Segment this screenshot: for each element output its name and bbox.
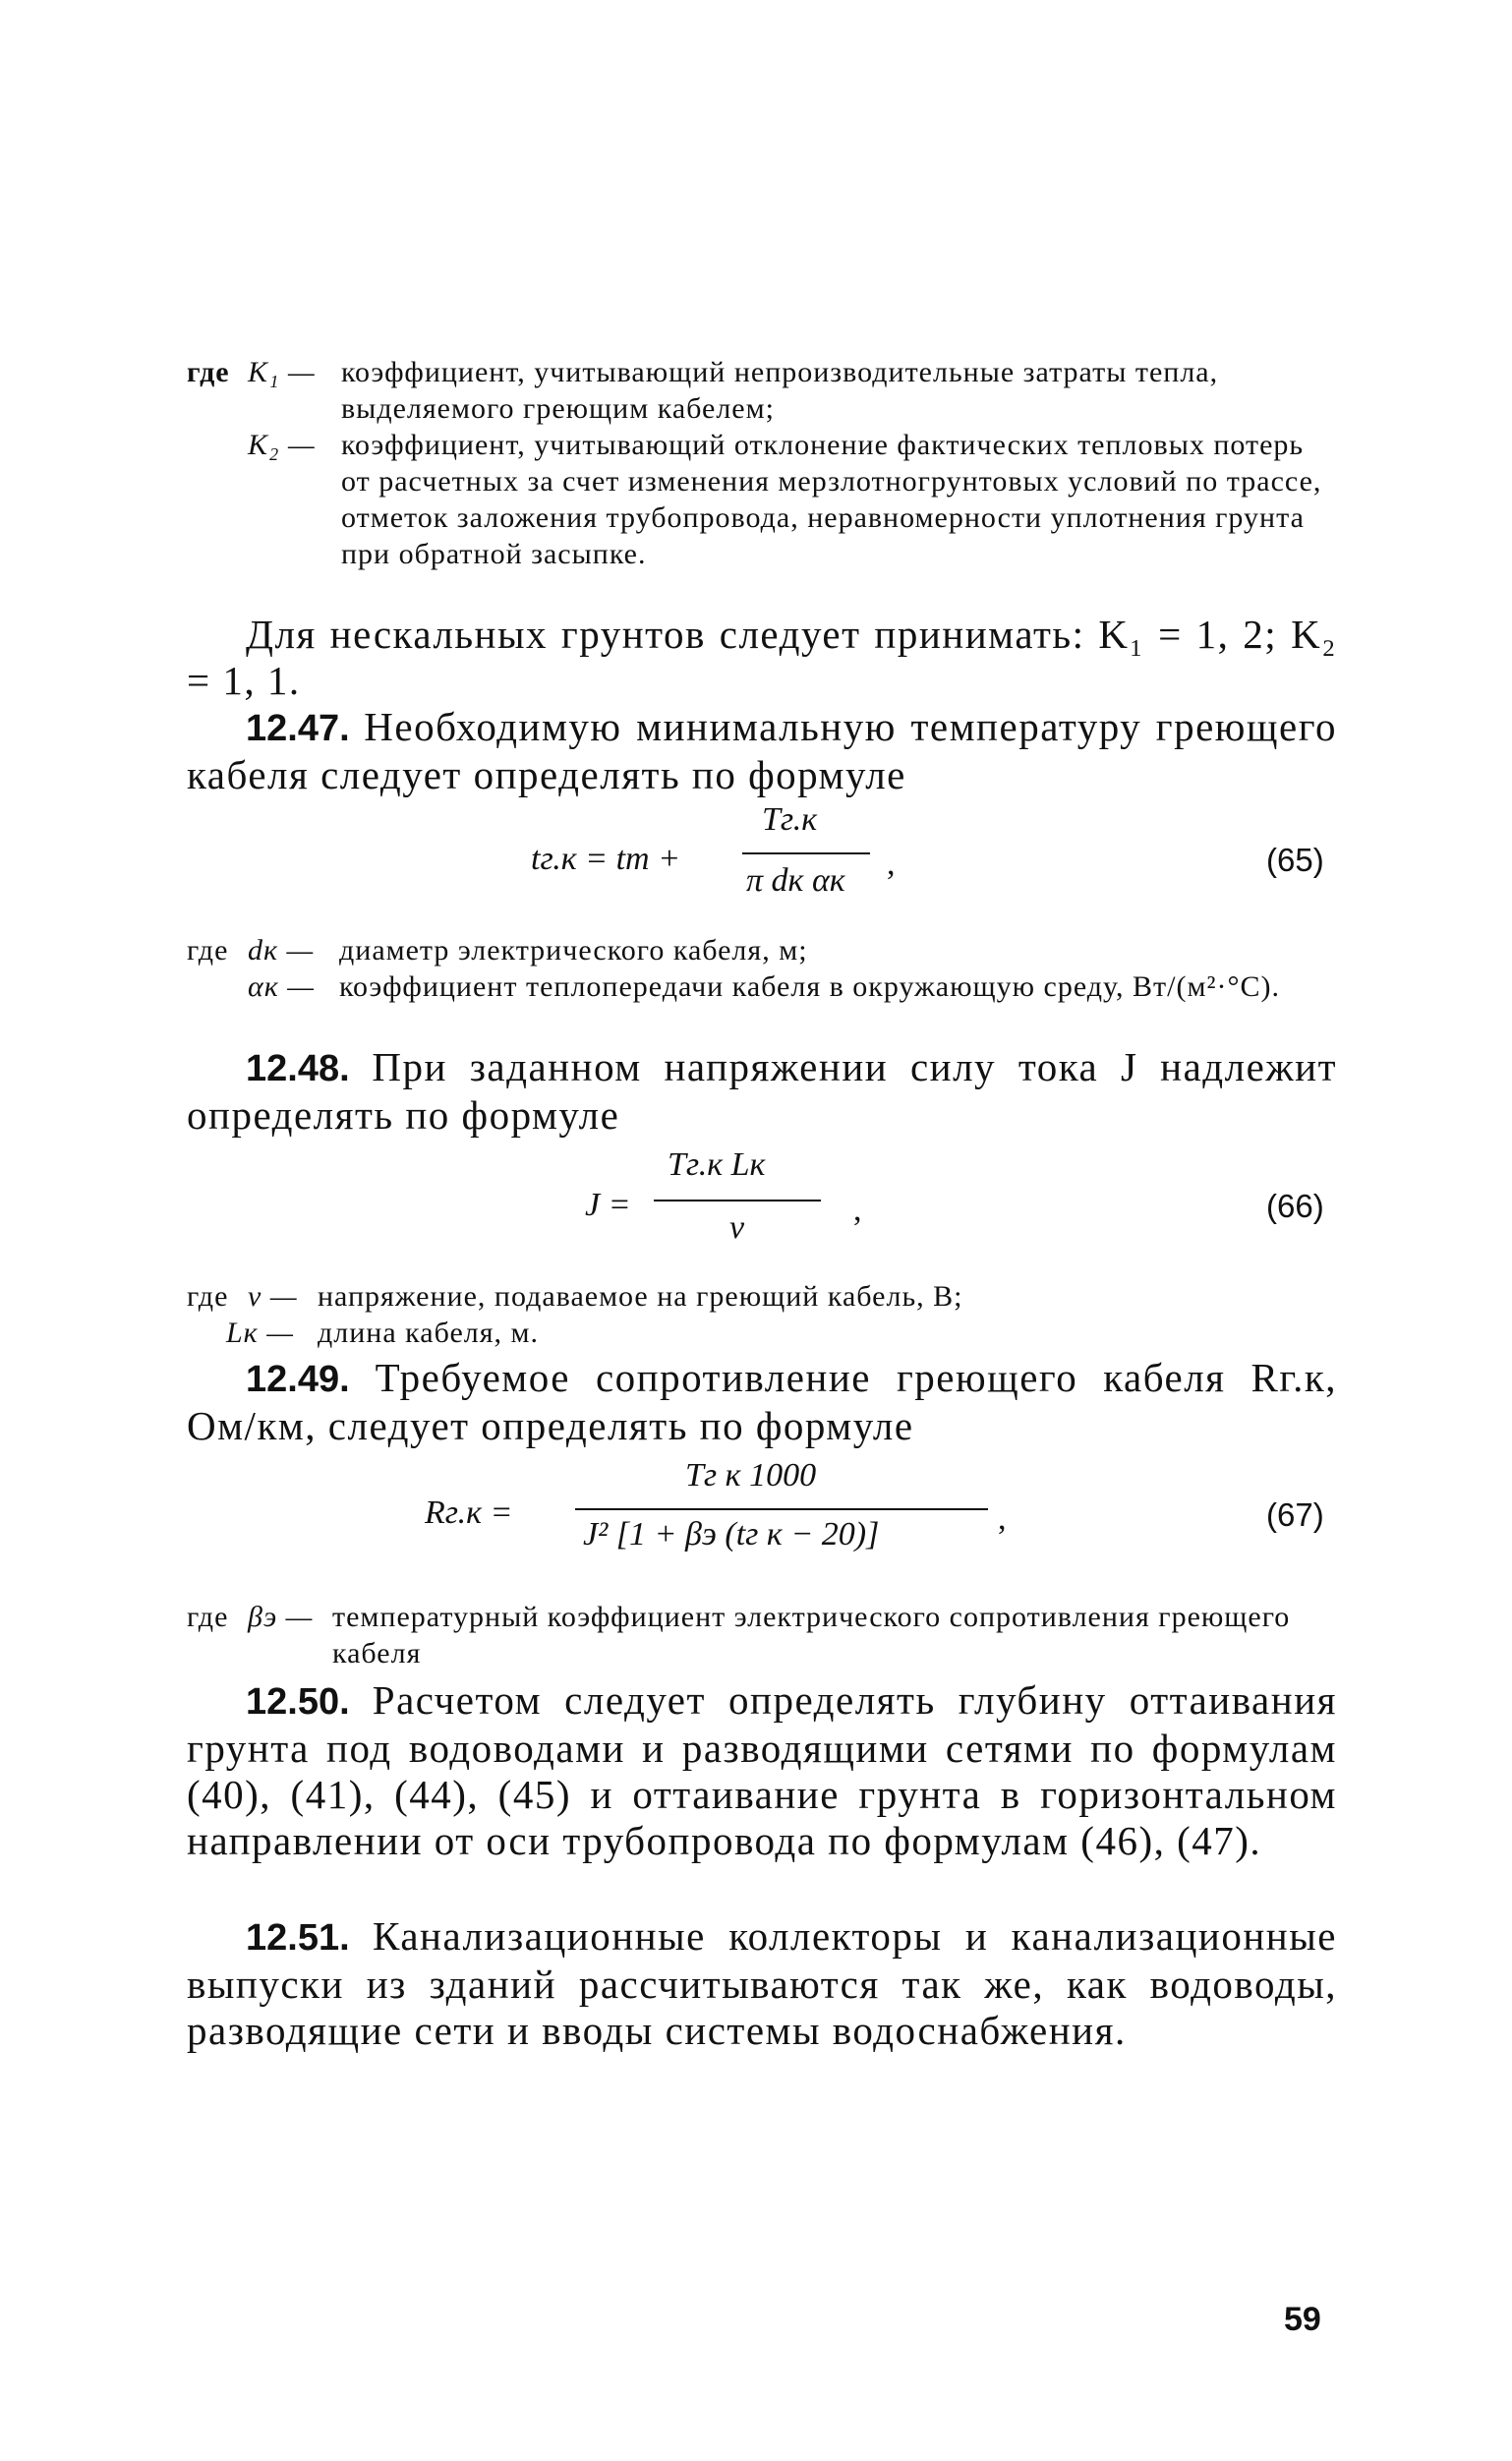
formula-67-lhs: Rг.к = [425,1494,513,1531]
paragraph-nonrock-soils [187,612,1337,704]
formula-66-lhs: J = [585,1187,631,1223]
definition-term-be: βэ — [248,1601,314,1633]
definition-term-k1: K₁ — [248,356,316,388]
formula-65-denominator: π dк αк [746,862,845,899]
section-text: Необходимую минимальную температуру греющего кабеля следует определять по формуле [187,704,1337,797]
formula-67-fraction [575,1457,988,1565]
section-number: 12.49. [246,1359,350,1400]
fraction-bar [654,1200,821,1201]
equation-number-66: (66) [1266,1188,1324,1224]
definition-text-k1: коэффициент, учитывающий непроизводительные затраты тепла, выделяемого греющим кабелем; [341,356,1219,425]
formula-65-numerator: Tг.к [762,801,818,838]
definition-text-ak: коэффициент теплопередачи кабеля в окружающую среду, Вт/(м²·°С). [339,970,1280,1003]
section-12-47 [187,704,1337,798]
section-12-50 [187,1677,1337,1864]
definition-text-be: температурный коэффициент электрического сопротивления греющего кабеля [332,1601,1291,1670]
equation-number-67: (67) [1266,1496,1324,1533]
formula-66-fraction [654,1146,821,1255]
section-number: 12.48. [246,1048,350,1089]
definition-intro: где [187,1280,229,1313]
definition-intro: где [187,934,229,967]
formula-66-comma: , [853,1192,862,1228]
formula-67-denominator: J² [1 + βэ (tг к − 20)] [583,1516,880,1553]
section-12-48 [187,1044,1337,1139]
definition-term-lk: Lк — [226,1317,294,1349]
section-text: Канализационные коллекторы и канализационные выпуски из зданий рассчитываются так же, как водоводы, разводящие сети и вводы системы водоснабжения. [187,1913,1337,2053]
section-number: 12.50. [246,1681,350,1723]
section-number: 12.51. [246,1917,350,1959]
definition-term-ak: αк — [248,970,315,1003]
definition-intro: где [187,356,230,388]
section-12-49 [187,1355,1337,1449]
equation-number-65: (65) [1266,842,1324,878]
definition-intro: где [187,1601,229,1633]
fraction-bar [742,852,870,854]
page-number: 59 [1284,2301,1321,2338]
paragraph-nonrock-text: Для нескальных грунтов следует принимать: K₁ = 1, 2; K₂ = 1, 1. [187,612,1337,703]
section-number: 12.47. [246,708,350,749]
definition-text-k2: коэффициент, учитывающий отклонение фактических тепловых потерь от расчетных за счет изменения мерзлотногрунтовых условий по трассе, отметок заложения трубопровода, неравномерности уплотнения грунта при обратной засыпке. [341,429,1322,570]
definition-term-v: v — [248,1280,298,1313]
formula-65-comma: , [887,846,896,882]
section-text: Требуемое сопротивление греющего кабеля Rг.к, Ом/км, следует определять по формуле [187,1355,1338,1448]
definition-text-v: напряжение, подаваемое на греющий кабель, В; [318,1280,963,1313]
definition-text-dk: диаметр электрического кабеля, м; [339,934,808,967]
section-text: При заданном напряжении силу тока J надлежит определять по формуле [187,1044,1338,1138]
fraction-bar [575,1508,988,1510]
formula-67-numerator: Tг к 1000 [685,1457,817,1494]
definition-term-dk: dк — [248,934,315,967]
formula-66-numerator: Tг.к Lк [668,1146,766,1183]
definition-list-67 [187,1599,1342,1677]
formula-65-lhs: tг.к = tт + [531,841,681,877]
section-text: Расчетом следует определять глубину оттаивания грунта под водоводами и разводящими сетями по формулам (40), (41), (44), (45) и оттаивание грунта в горизонтальном направлении от оси трубопровода по формулам (46), (47). [187,1677,1337,1863]
definition-list-66 [187,1278,1342,1357]
formula-65-fraction [742,801,870,909]
definition-term-k2: K₂ — [248,429,316,461]
definition-text-lk: длина кабеля, м. [318,1317,540,1349]
formula-66-denominator: v [729,1209,745,1246]
definition-list-top [187,354,1342,610]
definition-list-65 [187,932,1342,1050]
formula-67-comma: , [998,1500,1007,1537]
section-12-51 [187,1913,1337,2054]
